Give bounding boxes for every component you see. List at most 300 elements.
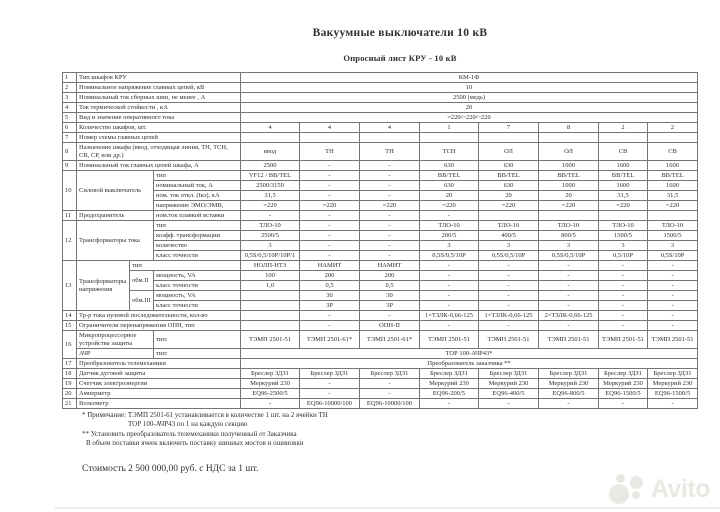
cell-value: - xyxy=(300,231,360,241)
cell-value: - xyxy=(360,389,420,399)
cell-value: 400/5 xyxy=(479,231,539,241)
cell-value xyxy=(539,133,599,143)
cell-value: 1500/5 xyxy=(648,231,698,241)
cell-value: Бреслер ЗДЗ1 xyxy=(648,369,698,379)
sub-label: напряжение ЭМО/ЭМВ, xyxy=(154,201,241,211)
cell-value xyxy=(300,133,360,143)
cell-value xyxy=(479,211,539,221)
cell-value: - xyxy=(479,261,539,271)
cell-value: Бреслер ЗДЗ1 xyxy=(539,369,599,379)
cell-value: - xyxy=(599,291,648,301)
cell-value xyxy=(360,133,420,143)
cell-value: - xyxy=(420,321,479,331)
cell-value: - xyxy=(360,251,420,261)
cell-value: 7 xyxy=(479,123,539,133)
cell-value: - xyxy=(479,301,539,311)
cell-value: ВВ/TEL xyxy=(539,171,599,181)
cell-value: 1000 xyxy=(539,161,599,171)
cell-value: 1 xyxy=(420,123,479,133)
cell-value: 0,5S/10P xyxy=(648,251,698,261)
footnote-line: ** Установить преобразователь телемеханики полученный от Заказчика xyxy=(82,429,297,438)
table-row xyxy=(63,321,698,331)
cell-value: Бреслер ЗДЗ1 xyxy=(479,369,539,379)
cell-value: - xyxy=(648,311,698,321)
avito-watermark xyxy=(609,474,710,504)
row-number: 6 xyxy=(63,123,77,133)
table-row xyxy=(63,93,698,103)
cell-value: - xyxy=(539,261,599,271)
cell-value: - xyxy=(241,211,300,221)
cell-value: 31,5 xyxy=(599,191,648,201)
row-number: 15 xyxy=(63,321,77,331)
table-row xyxy=(63,281,698,291)
table-row xyxy=(63,171,698,181)
cell-value xyxy=(479,133,539,143)
merged-value: 20 xyxy=(241,103,698,113)
winding-label: обм.II xyxy=(130,271,154,291)
cell-value: 3 xyxy=(539,241,599,251)
cell-value: Меркурий 230 xyxy=(599,379,648,389)
row-label: Амперметр xyxy=(77,389,241,399)
row-number: 17 xyxy=(63,359,77,369)
cell-value: - xyxy=(360,221,420,231)
cell-value: - xyxy=(599,301,648,311)
cell-value: =220 xyxy=(241,201,300,211)
cell-value xyxy=(241,133,300,143)
table-row xyxy=(63,201,698,211)
cell-value: Меркурий 230 xyxy=(241,379,300,389)
row-label: Назначение шкафа (ввод, отходящая линия, ТН, ТСН, СВ, СР, или др.) xyxy=(77,143,241,161)
table-row xyxy=(63,271,698,281)
row-number: 13 xyxy=(63,261,77,311)
cell-value: - xyxy=(300,161,360,171)
scan-edge-line xyxy=(55,507,720,509)
merged-value: =220/~220/~220 xyxy=(241,113,698,123)
cell-value: 1,0 xyxy=(241,281,300,291)
cell-value: 630 xyxy=(420,181,479,191)
cell-value: - xyxy=(420,281,479,291)
cell-value: - xyxy=(479,291,539,301)
table-row xyxy=(63,331,698,349)
cell-value: EQ96-400/5 xyxy=(479,389,539,399)
cell-value: - xyxy=(360,191,420,201)
row-number: 4 xyxy=(63,103,77,113)
spec-table xyxy=(62,72,698,409)
row-label: Тип шкафов КРУ xyxy=(77,73,241,83)
cell-value: 4 xyxy=(300,123,360,133)
cell-value: ТЛО-10 xyxy=(648,221,698,231)
cell-value xyxy=(420,133,479,143)
cell-value: - xyxy=(648,321,698,331)
sub-label: коэфф. трансформации xyxy=(154,231,241,241)
group-label: Силовой выключатель xyxy=(77,171,154,211)
cell-value: 2 xyxy=(648,123,698,133)
cell-value: - xyxy=(420,291,479,301)
table-row xyxy=(63,399,698,409)
sub-label: тип xyxy=(130,261,241,271)
cell-value: 3 xyxy=(479,241,539,251)
cell-value: ТЛО-10 xyxy=(241,221,300,231)
cell-value: ТН xyxy=(360,143,420,161)
table-row xyxy=(63,379,698,389)
cell-value: - xyxy=(300,321,360,331)
row-number: 18 xyxy=(63,369,77,379)
row-label: Ограничители перенапряжения ОПН, тип xyxy=(77,321,241,331)
cell-value: Бреслер ЗДЗ1 xyxy=(599,369,648,379)
cell-value: 2 xyxy=(599,123,648,133)
cell-value: - xyxy=(479,281,539,291)
cell-value: 100 xyxy=(241,271,300,281)
sub-label: ном.ток плавкой вставки xyxy=(154,211,241,221)
cell-value: 31,5 xyxy=(241,191,300,201)
row-number: 11 xyxy=(63,211,77,221)
table-row xyxy=(63,181,698,191)
price-line: Стоимость 2 500 000,00 руб. с НДС за 1 шт. xyxy=(82,464,259,474)
cell-value: ТСН xyxy=(420,143,479,161)
table-row xyxy=(63,83,698,93)
row-number: 12 xyxy=(63,221,77,261)
cell-value: - xyxy=(300,221,360,231)
cell-value: =220 xyxy=(420,201,479,211)
cell-value: - xyxy=(300,191,360,201)
cell-value: - xyxy=(300,241,360,251)
cell-value: - xyxy=(360,379,420,389)
cell-value: НАМИТ xyxy=(300,261,360,271)
merged-value: ТОР 100-АЧР43* xyxy=(241,349,698,359)
row-label: Тр-р тока нулевой последовательности, кол-во xyxy=(77,311,241,321)
cell-value: НАМИТ xyxy=(360,261,420,271)
cell-value: ТЭМП 2501-61* xyxy=(300,331,360,349)
cell-value: 30 xyxy=(300,291,360,301)
row-number: 8 xyxy=(63,143,77,161)
cell-value: 630 xyxy=(479,161,539,171)
row-number: 7 xyxy=(63,133,77,143)
cell-value: Меркурий 230 xyxy=(539,379,599,389)
cell-value: - xyxy=(300,379,360,389)
cell-value: - xyxy=(420,261,479,271)
sub-label: тип: xyxy=(154,331,241,349)
cell-value: EQ96-1500/5 xyxy=(599,389,648,399)
cell-value: СВ xyxy=(648,143,698,161)
cell-value: - xyxy=(599,321,648,331)
spec-table-container xyxy=(62,72,698,409)
table-row xyxy=(63,211,698,221)
cell-value: 1000 xyxy=(539,181,599,191)
cell-value: ТЭМП 2501-51 xyxy=(599,331,648,349)
cell-value: 2500/3150 xyxy=(241,181,300,191)
cell-value: 0,5S/0,5/10P/10P/1 xyxy=(241,251,300,261)
cell-value: ВВ/TEL xyxy=(479,171,539,181)
table-row xyxy=(63,113,698,123)
cell-value: ТЭМП 2501-51 xyxy=(420,331,479,349)
cell-value: - xyxy=(539,301,599,311)
row-label: Ток термической стойкости , кА xyxy=(77,103,241,113)
row-label: Номинальное напряжение главных цепей, кВ xyxy=(77,83,241,93)
cell-value: ВВ/TEL xyxy=(420,171,479,181)
cell-value: Бреслер ЗДЗ1 xyxy=(241,369,300,379)
cell-value: 0,5S/0,5/10P xyxy=(420,251,479,261)
cell-value: =220 xyxy=(360,201,420,211)
cell-value: 1600 xyxy=(599,181,648,191)
footnote-line: В объем поставки ячеек включить поставку шинных мостов и ошиновки xyxy=(86,439,304,448)
cell-value: - xyxy=(360,241,420,251)
cell-value: EQ96-200/5 xyxy=(420,389,479,399)
cell-value: - xyxy=(360,171,420,181)
sub-label: мощность, VA xyxy=(154,271,241,281)
row-label: Вид и значение оперативного тока xyxy=(77,113,241,123)
row-number: 20 xyxy=(63,389,77,399)
cell-value: Меркурий 230 xyxy=(648,379,698,389)
cell-value: Меркурий 230 xyxy=(479,379,539,389)
cell-value: ВВ/TEL xyxy=(599,171,648,181)
cell-value: 200/5 xyxy=(420,231,479,241)
cell-value: ТЭМП 2501-51 xyxy=(539,331,599,349)
cell-value: - xyxy=(300,311,360,321)
row-number: 21 xyxy=(63,399,77,409)
sub-label: мощность, VA xyxy=(154,291,241,301)
cell-value: 200 xyxy=(360,271,420,281)
cell-value: 800/5 xyxy=(539,231,599,241)
cell-value: 1600 xyxy=(599,161,648,171)
merged-value: 10 xyxy=(241,83,698,93)
cell-value: ТЭМП 2501-51 xyxy=(241,331,300,349)
cell-value: - xyxy=(648,281,698,291)
cell-value: - xyxy=(648,301,698,311)
table-row xyxy=(63,123,698,133)
cell-value: - xyxy=(648,261,698,271)
merged-value: КМ-1Ф xyxy=(241,73,698,83)
row-label: Счетчик электроэнергии xyxy=(77,379,241,389)
merged-value: Преобразователь заказчика ** xyxy=(241,359,698,369)
cell-value: 0,5S/0,5/10P xyxy=(539,251,599,261)
row-number: 10 xyxy=(63,171,77,211)
cell-value: ТЭМП 2501-51 xyxy=(479,331,539,349)
cell-value: Бреслер ЗДЗ1 xyxy=(420,369,479,379)
sub-label: ном. ток откл. (Iкз), кА xyxy=(154,191,241,201)
cell-value: 1600 xyxy=(648,181,698,191)
cell-value: ОПН-П xyxy=(360,321,420,331)
cell-value: 0,5S/0,5/10P xyxy=(479,251,539,261)
row-label: Количество шкафов, шт. xyxy=(77,123,241,133)
cell-value: EQ96-10000/100 xyxy=(360,399,420,409)
cell-value: - xyxy=(300,171,360,181)
cell-value: - xyxy=(539,399,599,409)
cell-value: - xyxy=(599,311,648,321)
group-label: Предохранитель xyxy=(77,211,154,221)
cell-value: 20 xyxy=(420,191,479,201)
cell-value: EQ96-2500/5 xyxy=(241,389,300,399)
spec-table-body xyxy=(63,73,698,409)
cell-value: 3 xyxy=(648,241,698,251)
table-row xyxy=(63,133,698,143)
page-title: Вакуумные выключатели 10 кВ xyxy=(312,27,488,39)
cell-value xyxy=(241,291,300,301)
cell-value xyxy=(539,211,599,221)
cell-value: - xyxy=(479,321,539,331)
cell-value: - xyxy=(420,271,479,281)
merged-value: 2500 (медь) xyxy=(241,93,698,103)
cell-value: =220 xyxy=(479,201,539,211)
cell-value: 3 xyxy=(241,241,300,251)
row-number: 3 xyxy=(63,93,77,103)
table-row xyxy=(63,103,698,113)
cell-value: ТЛО-10 xyxy=(479,221,539,231)
cell-value: 8 xyxy=(539,123,599,133)
cell-value: - xyxy=(300,181,360,191)
cell-value: - xyxy=(300,211,360,221)
cell-value: 20 xyxy=(539,191,599,201)
row-number: 19 xyxy=(63,379,77,389)
row-number: 5 xyxy=(63,113,77,123)
row-label: Преобразователь телемеханики xyxy=(77,359,241,369)
cell-value: 1600 xyxy=(648,161,698,171)
cell-value: EQ96-800/5 xyxy=(539,389,599,399)
cell-value: - xyxy=(648,399,698,409)
cell-value: - xyxy=(599,281,648,291)
cell-value: - xyxy=(420,399,479,409)
cell-value: Бреслер ЗДЗ1 xyxy=(300,369,360,379)
cell-value: СВ xyxy=(599,143,648,161)
cell-value: 1×ТЗЛК-0,66-125 xyxy=(479,311,539,321)
cell-value: 1×ТЗЛК-0,66-125 xyxy=(420,311,479,321)
row-number: 14 xyxy=(63,311,77,321)
winding-label: обм.III xyxy=(130,291,154,311)
cell-value: ТЭМП 2501-51 xyxy=(648,331,698,349)
table-row xyxy=(63,359,698,369)
cell-value: - xyxy=(539,291,599,301)
sub-label: класс точности xyxy=(154,301,241,311)
cell-value: - xyxy=(360,211,420,221)
cell-value: 31,5 xyxy=(648,191,698,201)
table-row xyxy=(63,389,698,399)
cell-value: VF12 / ВВ/TEL xyxy=(241,171,300,181)
cell-value xyxy=(648,211,698,221)
cell-value: - xyxy=(420,301,479,311)
group-label: Трансформаторы напряжения xyxy=(77,261,130,311)
cell-value: 4 xyxy=(360,123,420,133)
row-label: Номинальный ток сборных шин, не менее , А xyxy=(77,93,241,103)
cell-value: 3 xyxy=(420,241,479,251)
cell-value: ТЛО-10 xyxy=(539,221,599,231)
sub-label: класс точности xyxy=(154,251,241,261)
cell-value: ТЛО-10 xyxy=(599,221,648,231)
table-row xyxy=(63,369,698,379)
table-row xyxy=(63,349,698,359)
cell-value: 4 xyxy=(241,123,300,133)
cell-value: 200 xyxy=(300,271,360,281)
cell-value: =220 xyxy=(648,201,698,211)
cell-value: Меркурий 230 xyxy=(420,379,479,389)
cell-value: ТН xyxy=(300,143,360,161)
cell-value: 0,5 xyxy=(360,281,420,291)
cell-value: - xyxy=(360,311,420,321)
cell-value: - xyxy=(241,399,300,409)
sub-label: номинальный ток, А xyxy=(154,181,241,191)
table-row xyxy=(63,191,698,201)
sub-label: тип xyxy=(154,171,241,181)
group-label: Микропроцессорное устройства защиты xyxy=(77,331,154,349)
cell-value: 630 xyxy=(420,161,479,171)
table-row xyxy=(63,251,698,261)
table-row xyxy=(63,73,698,83)
cell-value: - xyxy=(599,271,648,281)
table-row xyxy=(63,301,698,311)
cell-value: Бреслер ЗДЗ1 xyxy=(360,369,420,379)
cell-value xyxy=(241,321,300,331)
cell-value xyxy=(599,133,648,143)
cell-value: - xyxy=(420,211,479,221)
cell-value: 0,5/10P xyxy=(599,251,648,261)
sub-label: тип xyxy=(154,221,241,231)
cell-value: 3Р xyxy=(360,301,420,311)
footnote-line: * Примечание: ТЭМП 2501-61 устанавливается в количестве 1 шт. на 2 ячейки ТН xyxy=(82,411,328,419)
table-row xyxy=(63,311,698,321)
cell-value xyxy=(599,211,648,221)
cell-value: 2×ТЗЛК-0,66-125 xyxy=(539,311,599,321)
page-subtitle: Опросный лист КРУ - 10 кВ xyxy=(343,53,457,63)
cell-value: - xyxy=(479,271,539,281)
cell-value: НОЛП-НТЗ xyxy=(241,261,300,271)
cell-value: - xyxy=(360,161,420,171)
sub-label: класс точности xyxy=(154,281,241,291)
avito-wordmark: Avito xyxy=(650,474,710,503)
row-number: 1 xyxy=(63,73,77,83)
cell-value: ОЛ xyxy=(539,143,599,161)
table-row xyxy=(63,261,698,271)
row-label: Вольтметр xyxy=(77,399,241,409)
row-number: 2 xyxy=(63,83,77,93)
row-label: Номер схемы главных цепей xyxy=(77,133,241,143)
cell-value: 30 xyxy=(360,291,420,301)
footnote-line: ТОР 100-АЧР43 по 1 на каждую секцию xyxy=(128,420,248,429)
cell-value: ТЛО-10 xyxy=(420,221,479,231)
cell-value: =220 xyxy=(539,201,599,211)
cell-value: =220 xyxy=(599,201,648,211)
cell-value: 630 xyxy=(479,181,539,191)
row-number: 9 xyxy=(63,161,77,171)
cell-value: ВВ/TEL xyxy=(648,171,698,181)
cell-value: 2500 xyxy=(241,161,300,171)
table-row xyxy=(63,231,698,241)
cell-value: - xyxy=(648,271,698,281)
sub-label: количество xyxy=(154,241,241,251)
cell-value: - xyxy=(539,271,599,281)
cell-value: ввод xyxy=(241,143,300,161)
cell-value: 2500/5 xyxy=(241,231,300,241)
cell-value: - xyxy=(300,389,360,399)
table-row xyxy=(63,241,698,251)
cell-value: - xyxy=(599,399,648,409)
row-label: Датчик дуговой защиты xyxy=(77,369,241,379)
cell-value: - xyxy=(539,281,599,291)
cell-value: 3 xyxy=(599,241,648,251)
cell-value: - xyxy=(300,251,360,261)
cell-value xyxy=(241,301,300,311)
cell-value: 20 xyxy=(479,191,539,201)
table-row xyxy=(63,161,698,171)
cell-value: - xyxy=(648,291,698,301)
cell-value: - xyxy=(479,399,539,409)
sub-label: тип: xyxy=(154,349,241,359)
cell-value xyxy=(241,311,300,321)
cell-value: EQ96-1500/5 xyxy=(648,389,698,399)
table-row xyxy=(63,143,698,161)
cell-value: 3Р xyxy=(300,301,360,311)
group-label: АЧР xyxy=(77,349,154,359)
avito-logo-icon xyxy=(609,474,647,504)
cell-value: =220 xyxy=(300,201,360,211)
cell-value: 0,5 xyxy=(300,281,360,291)
